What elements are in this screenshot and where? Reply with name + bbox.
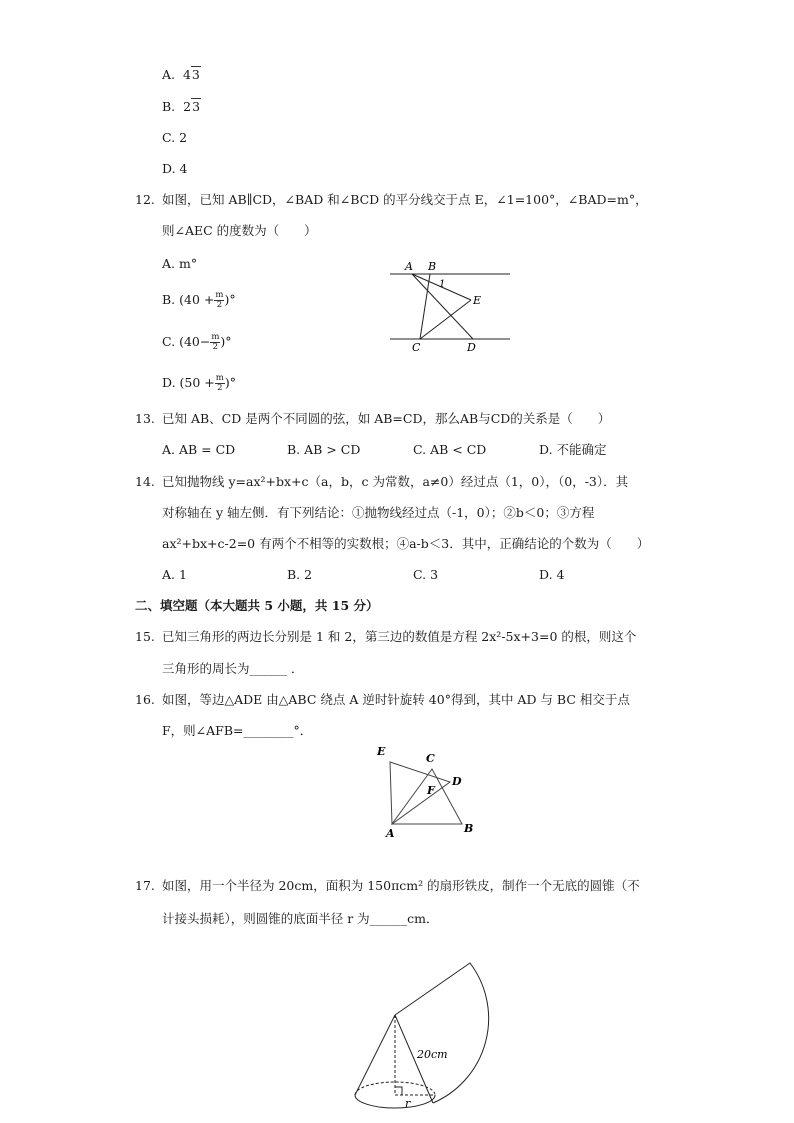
label-a: A [405, 260, 413, 273]
label-e: E [377, 745, 386, 758]
cone-base-back [355, 1082, 435, 1095]
q17-number: 17. [135, 878, 155, 893]
q13-stem: 已知 AB、CD 是两个不同圆的弦，如 AB=CD，那么AB与CD的关系是（ ） [162, 411, 611, 426]
q12-stem-line2: 则∠AEC 的度数为（ ） [162, 223, 317, 238]
label-b: B [464, 822, 474, 835]
label-f: F [427, 784, 435, 797]
q13-number: 13. [135, 411, 155, 426]
q16-rotated-triangles-figure [370, 742, 485, 842]
q14-option-b: B. 2 [287, 567, 313, 582]
label-c: C [426, 752, 435, 765]
q17-sector-cone-figure [345, 955, 495, 1120]
q12-option-d: D. (50 + $\frac{m}{2}$ )° [162, 373, 236, 393]
fraction-m-over-2: $\frac{m}{2}$ [215, 290, 224, 310]
label-c: C [412, 341, 421, 354]
q14-number: 14. [135, 474, 155, 489]
q11-option-b: B. 23 [162, 99, 201, 114]
right-angle-mark [395, 1087, 402, 1095]
q17-stem-line1: 如图，用一个半径为 20cm，面积为 150πcm² 的扇形铁皮，制作一个无底的圆锥（不 [162, 878, 640, 893]
q16-stem-line1: 如图，等边△ADE 由△ABC 绕点 A 逆时针旋转 40°得到，其中 AD 与 BC 相交于点 [162, 692, 630, 707]
q11-option-a: A. 43 [162, 67, 200, 82]
fraction-m-over-2: $\frac{m}{2}$ [215, 373, 224, 393]
label-b: B [428, 260, 437, 273]
q12-option-b: B. (40 + $\frac{m}{2}$ )° [162, 290, 236, 310]
q15-stem-line2: 三角形的周长为______ ． [162, 661, 304, 676]
q13-option-a: A. AB = CD [162, 442, 236, 457]
q15-stem-line1: 已知三角形的两边长分别是 1 和 2，第三边的数值是方程 2x²-5x+3=0 的根，则这个 [162, 629, 637, 644]
label-r: r [405, 1097, 411, 1110]
q14-stem-line2: 对称轴在 y 轴左侧．有下列结论：①抛物线经过点（-1，0）；②b＜0；③方程 [162, 505, 595, 520]
label-slant-20cm: 20cm [417, 1048, 448, 1061]
label-e: E [473, 294, 482, 307]
q13-option-b: B. AB > CD [287, 442, 361, 457]
q14-stem-line1: 已知抛物线 y=ax²+bx+c（a，b，c 为常数，a≠0）经过点（1，0），（0，-3）．其 [162, 474, 629, 489]
q13-option-c: C. AB < CD [413, 442, 487, 457]
label-d: D [452, 775, 462, 788]
q14-option-d: D. 4 [539, 567, 565, 582]
q12-option-c: C. (40− $\frac{m}{2}$ )° [162, 332, 232, 352]
label-d: D [467, 341, 476, 354]
label-angle-1: 1 [439, 279, 446, 290]
q12-option-a: A. m° [162, 256, 198, 271]
fraction-m-over-2: $\frac{m}{2}$ [211, 332, 220, 352]
q14-stem-line3: ax²+bx+c-2=0 有两个不相等的实数根；④a-b＜3．其中，正确结论的个数为（ ） [162, 536, 650, 551]
sector-outline [395, 963, 489, 1103]
q11-option-c: C. 2 [162, 130, 188, 145]
q16-stem-line2: F，则∠AFB=________°． [162, 723, 313, 738]
q17-stem-line2: 计接头损耗），则圆锥的底面半径 r 为______cm． [162, 911, 439, 926]
q14-option-c: C. 3 [413, 567, 439, 582]
section-heading-fill-in: 二、填空题（本大题共 5 小题，共 15 分） [135, 598, 379, 613]
q15-number: 15. [135, 629, 155, 644]
cone-base-front [355, 1095, 435, 1108]
q11-option-d: D. 4 [162, 161, 188, 176]
q12-parallel-lines-figure [385, 256, 515, 356]
q14-option-a: A. 1 [162, 567, 187, 582]
label-a: A [386, 827, 395, 840]
segment-ce [420, 300, 471, 339]
q12-number: 12. [135, 192, 155, 207]
q13-option-d: D. 不能确定 [539, 442, 607, 457]
q12-stem-line1: 如图，已知 AB∥CD，∠BAD 和∠BCD 的平分线交于点 E，∠1=100°，∠BAD=m°， [162, 192, 648, 207]
cone-left-edge [355, 1015, 395, 1095]
q16-number: 16. [135, 692, 155, 707]
